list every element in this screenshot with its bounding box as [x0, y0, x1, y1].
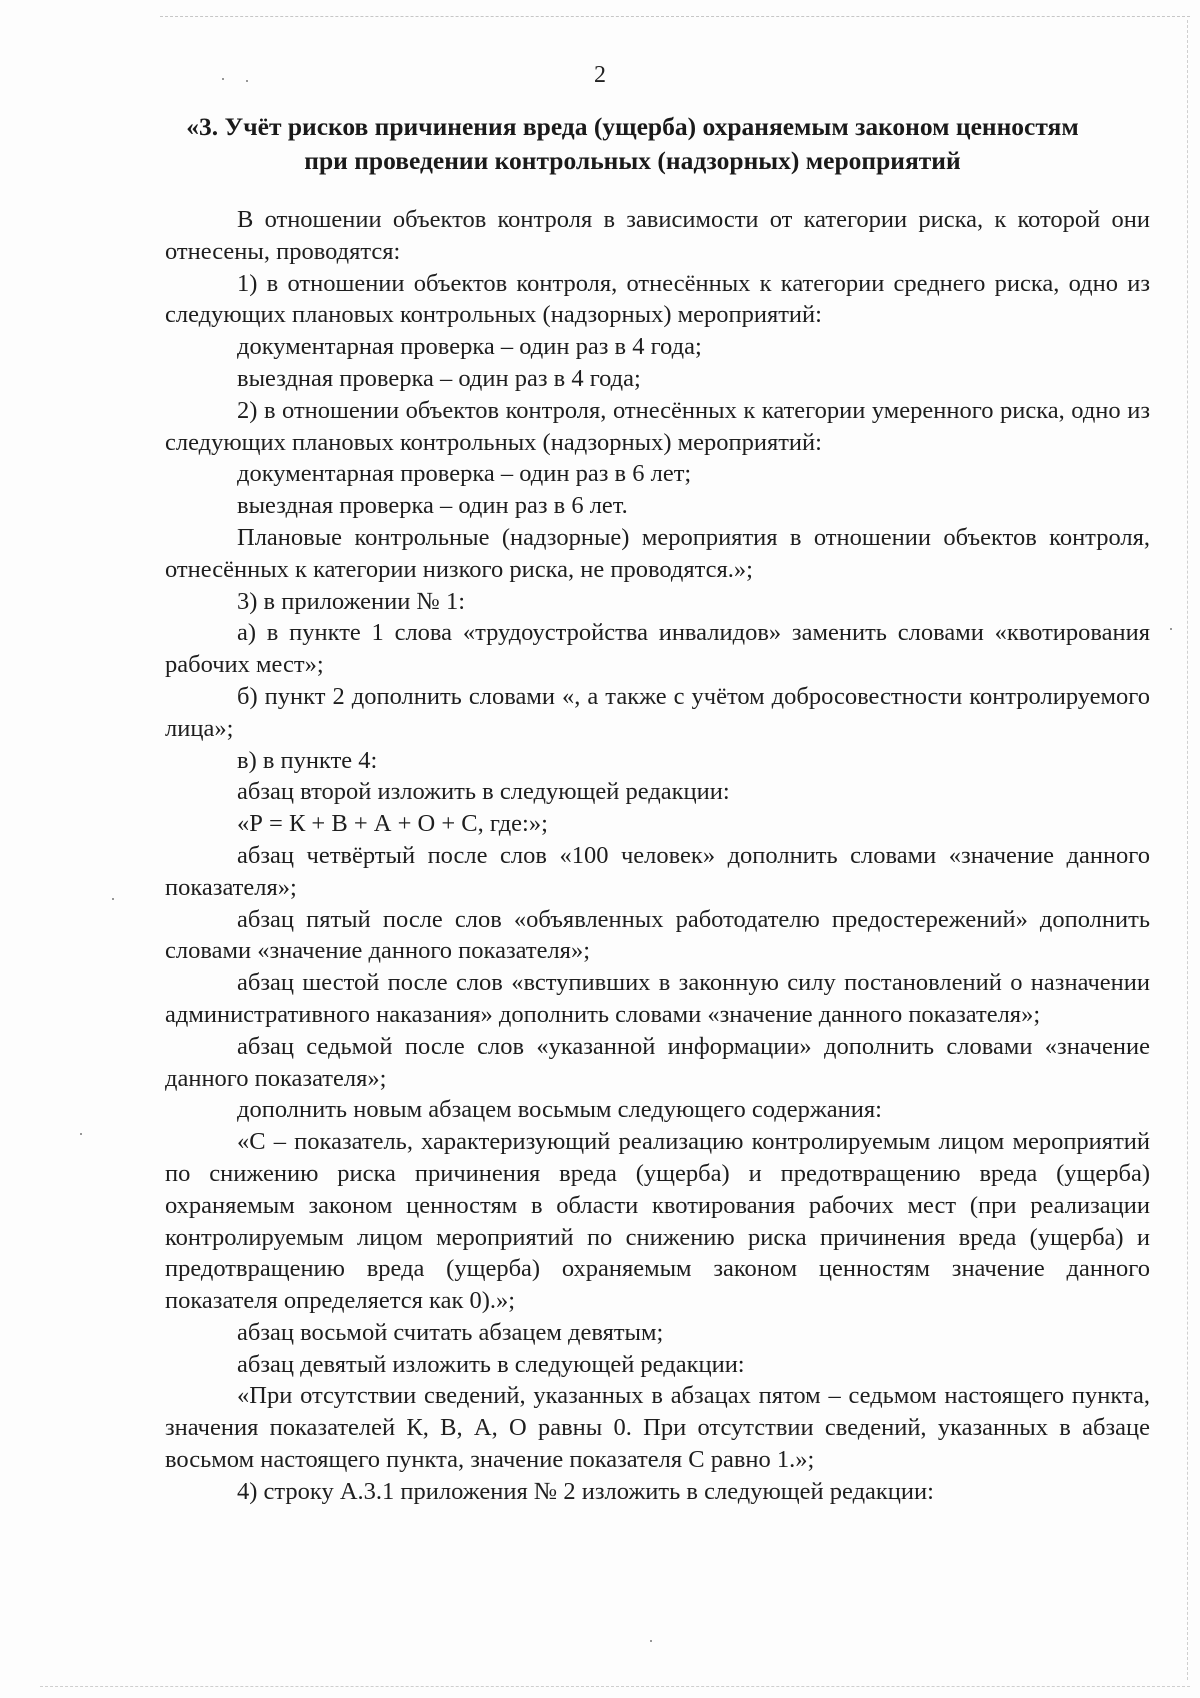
paragraph: «С – показатель, характеризующий реализацию контролируемым лицом мероприятий по снижению риска причинения вреда (ущерба) и предотвращению вреда (ущерба) охраняемым законом ценностям в области квотирования рабочих мест (при реализации контролируемым лицом мероприятий по снижению риска причинения вреда (ущерба) и предотвращению вреда (ущерба) охраняемым законом ценностям значение данного показателя определяется как 0).»; [165, 1128, 1150, 1315]
paragraph: Плановые контрольные (надзорные) мероприятия в отношении объектов контроля, отнесённых к категории низкого риска, не проводятся.»; [165, 523, 1150, 583]
scan-speck [112, 898, 114, 900]
paragraph: документарная проверка – один раз в 4 года; [237, 333, 702, 361]
paragraph: 2) в отношении объектов контроля, отнесённых к категории умеренного риска, одно из следующих плановых контрольных (надзорных) мероприятий: [165, 396, 1150, 456]
paragraph: дополнить новым абзацем восьмым следующего содержания: [237, 1096, 882, 1124]
paragraph: В отношении объектов контроля в зависимости от категории риска, к которой они отнесены, проводятся: [165, 206, 1150, 265]
paragraph: 1) в отношении объектов контроля, отнесённых к категории среднего риска, одно из следующих плановых контрольных (надзорных) мероприятий: [165, 269, 1150, 329]
paragraph: абзац шестой после слов «вступивших в законную силу постановлений о назначении административного наказания» дополнить словами «значение данного показателя»; [165, 969, 1150, 1028]
paragraph: выездная проверка – один раз в 4 года; [237, 364, 641, 392]
body-text [165, 204, 1150, 1508]
paragraph: документарная проверка – один раз в 6 лет; [237, 460, 692, 488]
paragraph: абзац седьмой после слов «указанной информации» дополнить словами «значение данного показателя»; [165, 1032, 1150, 1092]
paragraph: абзац пятый после слов «объявленных работодателю предостережений» дополнить словами «значение данного показателя»; [165, 905, 1150, 965]
paragraph: выездная проверка – один раз в 6 лет. [237, 492, 628, 520]
paragraph: 4) строку А.3.1 приложения № 2 изложить в следующей редакции: [237, 1477, 934, 1505]
paragraph: абзац второй изложить в следующей редакции: [237, 778, 730, 806]
scan-speck [650, 1640, 652, 1642]
paragraph: б) пункт 2 дополнить словами «, а также с учётом добросовестности контролируемого лица»; [165, 682, 1150, 742]
scan-edge-right [1187, 20, 1188, 1680]
paragraph: «Р = К + В + А + О + С, где:»; [237, 810, 548, 838]
paragraph: 3) в приложении № 1: [237, 587, 466, 615]
paragraph: абзац четвёртый после слов «100 человек» дополнить словами «значение данного показателя»; [165, 841, 1150, 901]
scan-edge-bottom [40, 1686, 1190, 1687]
page-number: 2 [594, 62, 606, 88]
paragraph: а) в пункте 1 слова «трудоустройства инвалидов» заменить словами «квотирования рабочих мест»; [165, 619, 1150, 679]
scan-speck [1170, 628, 1172, 630]
paragraph: абзац девятый изложить в следующей редакции: [237, 1350, 745, 1378]
section-heading: «3. Учёт рисков причинения вреда (ущерба) охраняемым законом ценностям при проведении контрольных (надзорных) мероприятий [186, 112, 1079, 175]
scan-speck [80, 1133, 82, 1135]
scan-edge-top [160, 16, 1190, 17]
paragraph: абзац восьмой считать абзацем девятым; [237, 1318, 664, 1346]
paragraph: в) в пункте 4: [237, 746, 378, 774]
paragraph: «При отсутствии сведений, указанных в абзацах пятом – седьмом настоящего пункта, значения показателей К, В, А, О равны 0. При отсутствии сведений, указанных в абзаце восьмом настоящего пункта, значение показателя С равно 1.»; [165, 1382, 1150, 1474]
